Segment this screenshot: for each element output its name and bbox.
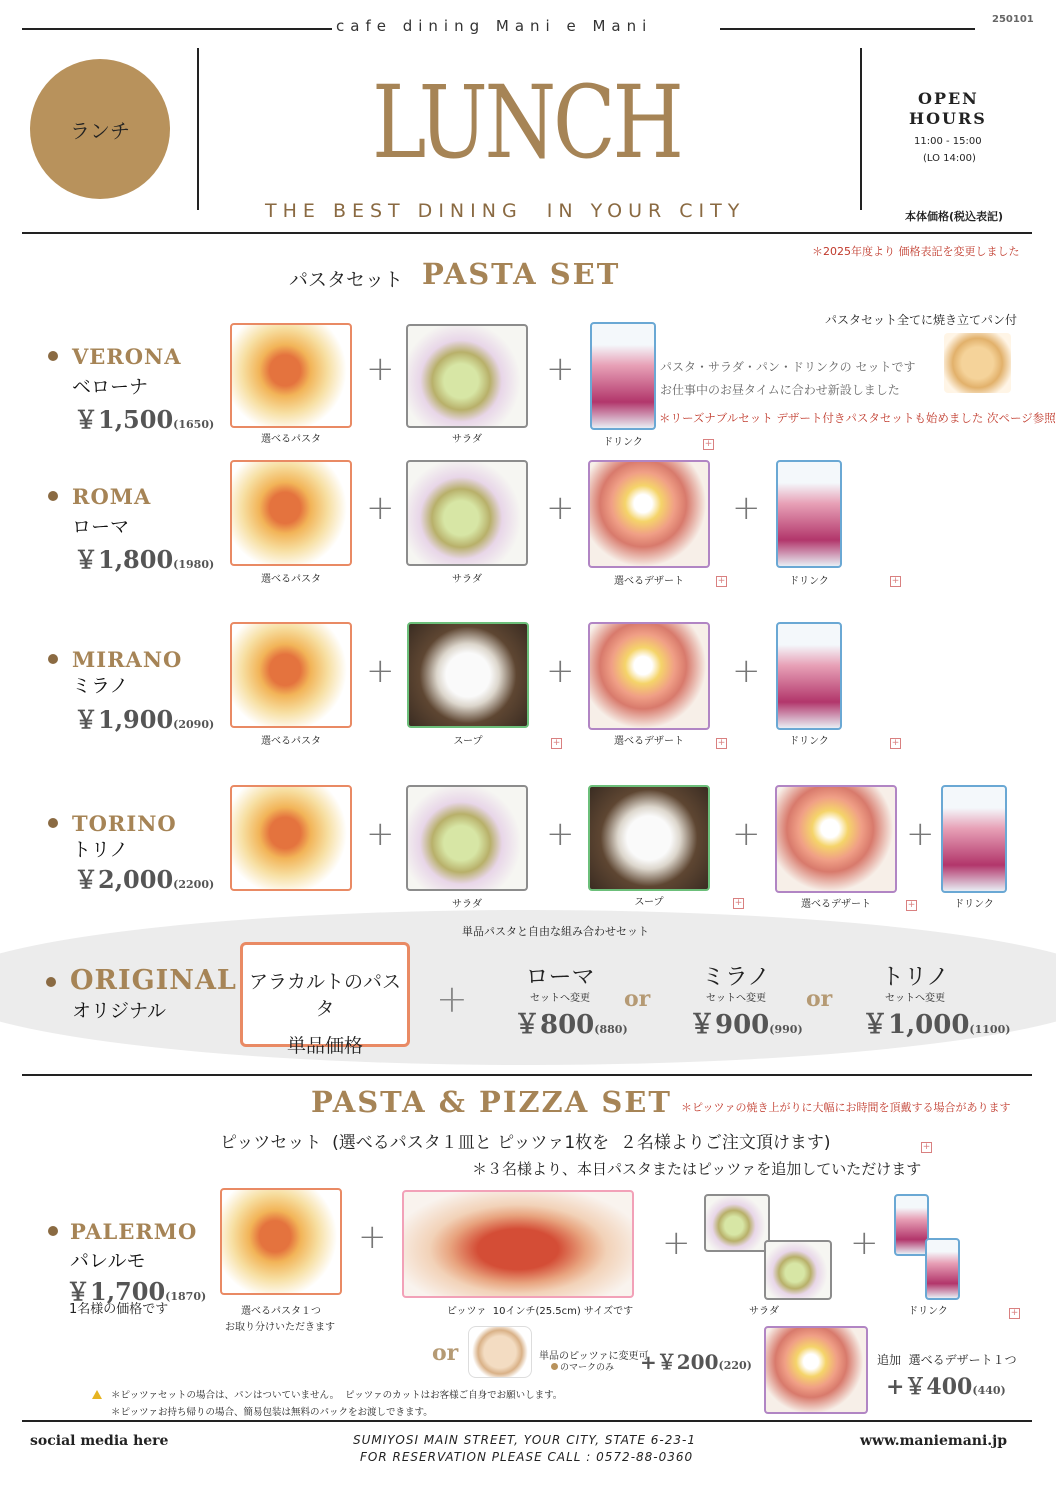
plus-icon: + [546,349,575,389]
alacarte-box-line-1: アラカルトのパスタ [248,971,401,1020]
option-mirano-price-tax: (990) [769,1023,803,1036]
set-price-roma-value: ￥1,800 [74,545,174,574]
tagline: THE BEST DINING IN YOUR CITY [265,200,746,222]
option-roma-name: ローマ [525,964,595,990]
open-label-1: OPEN [918,89,979,108]
price-notice: ＊2025年度より 価格表記を変更しました [812,245,1020,258]
lunch-badge [30,59,170,199]
drink-photo [941,785,1007,893]
per-person-note: 1名様の価格です [69,1302,169,1317]
caption-drink: ドリンク [908,1306,948,1317]
single-pizza-price [640,1346,752,1375]
tax-note: 本体価格(税込表記) [905,210,1004,223]
set-name-roma: ROMA [72,484,152,509]
caption-salad: サラダ [452,434,482,445]
plus-icon: + [546,488,575,528]
pizza-line-2: ＊３名様より、本日パスタまたはピッツァを追加していただけます [472,1160,922,1178]
plus-icon: + [366,349,395,389]
plus-icon: + [906,814,935,854]
set-price-mirano-tax: (2090) [173,718,215,731]
caption-pasta: 選べるパスタ [261,736,321,747]
set-price-torino [74,860,214,895]
option-mark-icon: + [907,900,916,910]
footer-reservation: FOR RESERVATION PLEASE CALL : 0572-88-0360 [360,1450,694,1464]
caption-pasta-one: 選べるパスタ１つ [241,1306,321,1317]
caption-soup: スープ [453,736,483,747]
option-mark-icon: + [1010,1308,1019,1318]
set-price-verona-value: ￥1,500 [74,405,174,434]
caption-pasta: 選べるパスタ [261,434,321,445]
option-roma-price [514,1004,628,1041]
set-price-roma [74,540,214,575]
pizza-footnote-1: ＊ピッツァセットの場合は、パンはついていません。 ピッツァのカットはお客様ご自身でお願いします。 [111,1390,563,1401]
single-pizza-note: 単品のピッツァに変更可 [539,1351,649,1362]
option-roma-price-value: ￥800 [514,1010,595,1040]
dessert-add-price-tax: (440) [972,1384,1006,1397]
pizza-photo [402,1190,634,1298]
mark-dot-icon [551,1363,558,1370]
dessert-photo [764,1326,868,1414]
pasta-photo [220,1188,342,1295]
option-mark-icon: + [552,738,561,748]
option-mark-icon: + [717,738,726,748]
set-price-mirano [74,700,214,735]
plus-icon: + [546,651,575,691]
or-label: or [624,986,651,1012]
caption-pizza: ピッツァ 10インチ(25.5cm) サイズです [446,1306,634,1317]
drink-photo [925,1238,960,1300]
mark-only-note [551,1360,614,1373]
caption-salad: サラダ [452,899,482,910]
caption-drink: ドリンク [789,736,829,747]
option-roma [500,958,620,1004]
drink-photo [776,622,842,730]
caption-salad: サラダ [749,1306,779,1317]
bread-photo [944,333,1011,393]
or-label: or [432,1340,459,1366]
pizza-warning: ＊ピッツァの焼き上がりに大幅にお時間を頂戴する場合があります [681,1101,1011,1114]
warning-icon [92,1390,102,1399]
plus-icon: + [732,651,761,691]
salad-photo [704,1194,770,1252]
verona-desc-1: パスタ・サラダ・パン・ドリンクの セットです [660,360,916,374]
menu-code: 250101 [992,14,1034,25]
set-jp-mirano: ミラノ [72,675,129,697]
pasta-set-title: PASTA SET [422,257,621,291]
original-note: 単品パスタと自由な組み合わせセット [462,925,649,938]
opening-hours: 11:00 - 15:00 [914,136,982,147]
plus-icon: + [732,488,761,528]
verona-desc-3: ＊リーズナブルセット デザート付きパスタセットも始めました 次ページ参照 [659,411,1056,425]
page-title: LUNCH [372,64,681,181]
option-torino-price [862,1004,1010,1041]
option-mark-icon: + [704,439,713,449]
caption-salad: サラダ [452,574,482,585]
alacarte-box [240,942,410,1057]
plus-icon: + [850,1223,879,1263]
pasta-set-jp-title: パスタセット [289,269,404,291]
option-mirano [676,958,796,1004]
option-mark-icon: + [891,738,900,748]
pasta-photo [230,460,352,566]
caption-dessert: 選べるデザート [614,736,684,747]
caption-drink: ドリンク [789,576,829,587]
dessert-photo [588,622,710,730]
set-price-torino-value: ￥2,000 [74,865,174,894]
set-jp-palermo: パレルモ [70,1250,146,1272]
bread-note: パスタセット全てに焼き立てパン付 [825,313,1018,327]
plus-icon: + [366,488,395,528]
plus-icon: + [436,977,468,1021]
option-torino-name: トリノ [880,964,950,990]
salad-photo [406,785,528,891]
plus-icon: + [732,814,761,854]
caption-pasta-share: お取り分けいただきます [225,1322,335,1333]
mark-only-text: のマークのみ [560,1363,615,1373]
open-label-2: HOURS [909,109,987,128]
dessert-photo [775,785,897,893]
set-jp-roma: ローマ [72,516,130,538]
soup-photo [588,785,710,891]
set-price-mirano-value: ￥1,900 [74,705,174,734]
set-price-roma-tax: (1980) [173,558,215,571]
alacarte-box-line-2: 単品価格 [286,1035,363,1057]
option-torino [855,958,975,1004]
website-link[interactable]: www.maniemani.jp [860,1433,1008,1449]
dessert-photo [588,460,710,568]
pizza-footnote-2: ＊ピッツァお持ち帰りの場合、簡易包装は無料のパックをお渡しできます。 [111,1407,433,1418]
set-price-palermo-value: ￥1,700 [66,1277,166,1306]
salad-photo [764,1240,832,1300]
drink-photo [776,460,842,568]
set-price-torino-tax: (2200) [173,878,215,891]
set-jp-verona: ベローナ [72,376,149,398]
soup-photo [407,622,529,728]
plus-icon: + [366,651,395,691]
dessert-add-note: 追加 選べるデザート１つ [877,1353,1017,1367]
option-mark-icon: + [734,898,743,908]
set-price-verona-tax: (1650) [173,418,215,431]
option-mirano-name: ミラノ [701,964,771,990]
drink-photo [590,322,656,430]
caption-drink: ドリンク [954,899,994,910]
pasta-photo [230,323,352,428]
option-torino-price-value: ￥1,000 [862,1010,970,1040]
set-price-verona [74,400,214,435]
caption-pasta: 選べるパスタ [261,574,321,585]
option-mark-icon: + [891,576,900,586]
dessert-add-price [886,1370,1006,1401]
option-torino-price-tax: (1100) [969,1023,1011,1036]
option-mark-icon: + [922,1142,931,1152]
caption-drink: ドリンク [603,437,643,448]
dessert-add-price-value: +￥400 [886,1374,973,1400]
plus-icon: + [366,814,395,854]
option-mark-icon: + [717,576,726,586]
footer-address: SUMIYOSI MAIN STREET, YOUR CITY, STATE 6-23-1 [353,1433,696,1447]
plus-icon: + [662,1223,691,1263]
drink-photo [894,1194,929,1256]
verona-desc-2: お仕事中のお昼タイムに合わせ新設しました [660,383,900,397]
caption-dessert: 選べるデザート [614,576,684,587]
option-torino-change: セットへ変更 [885,993,945,1004]
pizza-set-title: PASTA & PIZZA SET [311,1085,672,1119]
brand-name: cafe dining Mani e Mani [336,17,653,35]
last-order: (LO 14:00) [923,153,976,164]
option-roma-price-tax: (880) [594,1023,628,1036]
caption-dessert: 選べるデザート [801,899,871,910]
set-name-verona: VERONA [72,344,182,369]
set-price-palermo-tax: (1870) [165,1290,207,1303]
caption-soup: スープ [634,897,664,908]
salad-photo [406,460,528,566]
single-pizza-photo [468,1326,532,1378]
set-name-mirano: MIRANO [72,647,183,672]
lunch-badge-label: ランチ [70,118,130,143]
single-pizza-price-value: +￥200 [640,1350,719,1374]
option-mirano-price-value: ￥900 [689,1010,770,1040]
set-name-palermo: PALERMO [70,1219,198,1244]
pasta-photo [230,622,352,728]
set-jp-torino: トリノ [72,839,129,861]
single-pizza-price-tax: (220) [718,1359,752,1372]
option-roma-change: セットへ変更 [530,993,590,1004]
option-mirano-change: セットへ変更 [706,993,766,1004]
or-label: or [806,986,833,1012]
pasta-photo [230,785,352,891]
pizza-line-1: ピッツセット (選べるパスタ１皿と ピッツァ1枚を ２名様よりご注文頂けます) [220,1133,831,1153]
set-name-original: ORIGINAL [70,965,237,996]
plus-icon: + [358,1217,387,1257]
plus-icon: + [546,814,575,854]
salad-photo [406,324,528,428]
set-jp-original: オリジナル [72,1000,167,1022]
social-media-link[interactable]: social media here [30,1433,169,1449]
set-name-torino: TORINO [72,811,177,836]
option-mirano-price [689,1004,803,1041]
